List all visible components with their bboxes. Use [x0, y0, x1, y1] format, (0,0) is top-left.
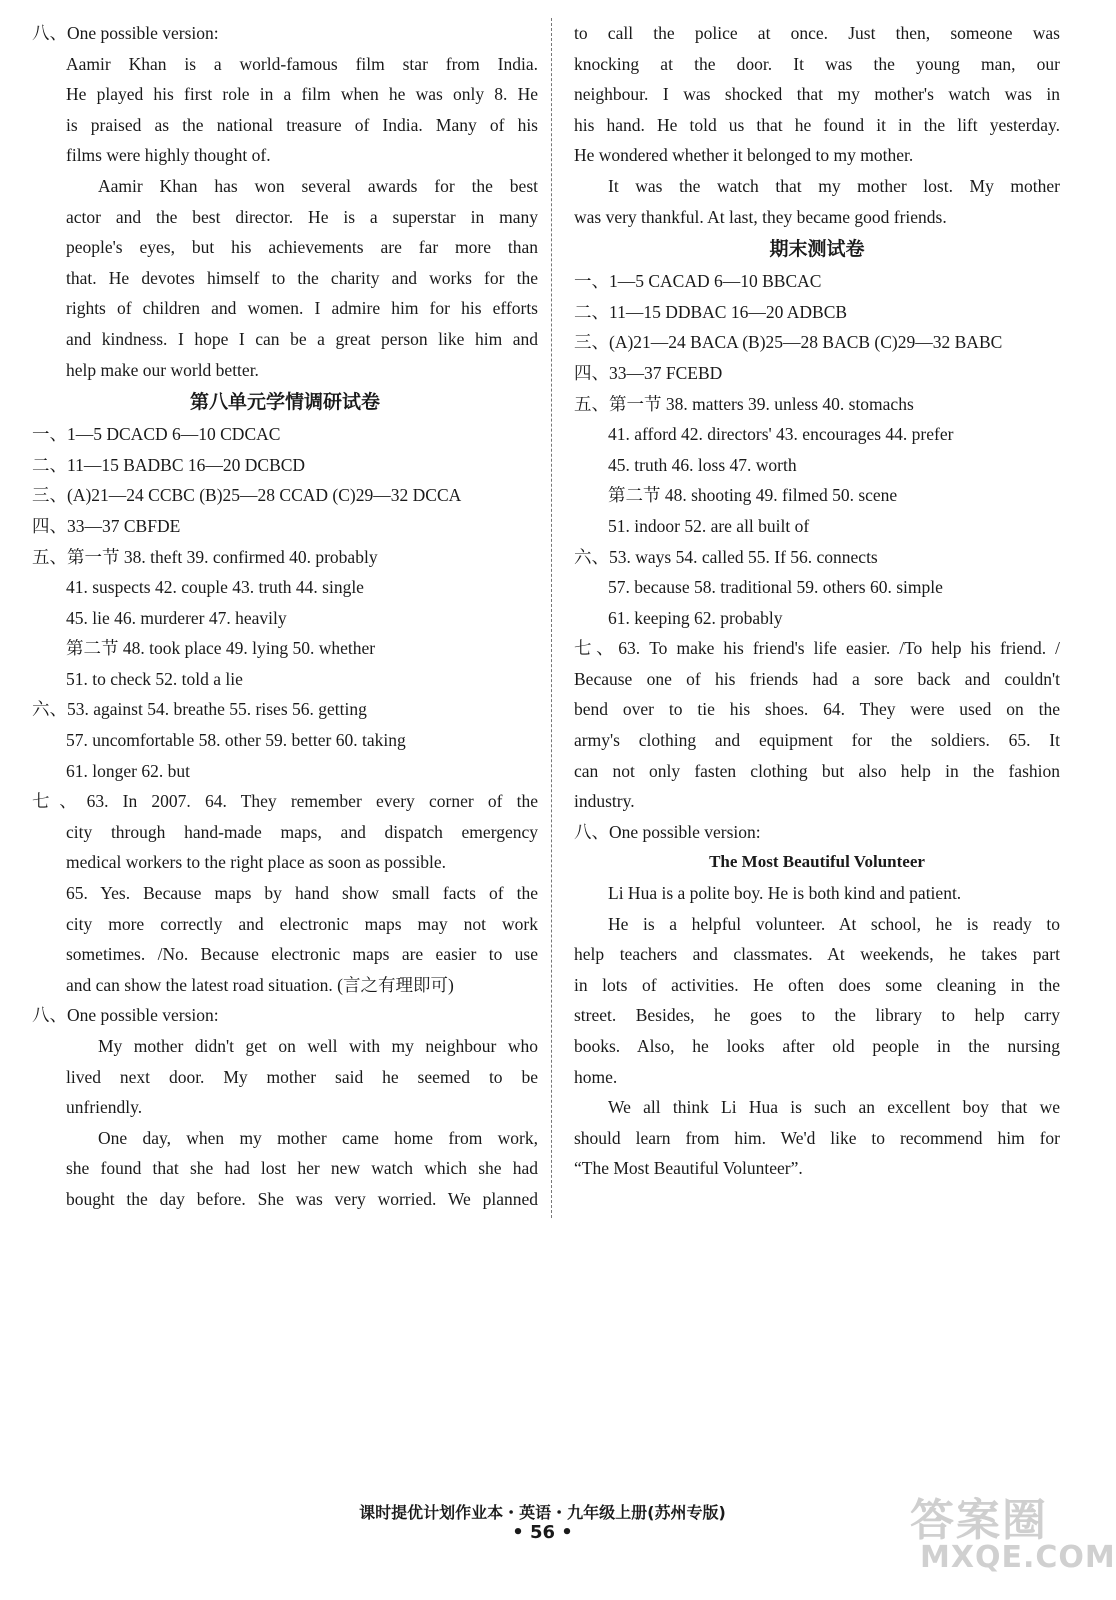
text-line: He is a helpful volunteer. At school, he is ready to: [608, 913, 1060, 934]
text-line: 61. keeping 62. probably: [608, 607, 783, 628]
text-line: 一、1—5 CACAD 6—10 BBCAC: [574, 271, 822, 292]
text-line: 五、第一节 38. matters 39. unless 40. stomachs: [574, 393, 914, 414]
text-line: 一、1—5 DCACD 6—10 CDCAC: [32, 424, 281, 445]
text-line: 45. truth 46. loss 47. worth: [608, 454, 797, 475]
text-line: 61. longer 62. but: [66, 760, 190, 781]
section-title: 第八单元学情调研试卷: [189, 391, 380, 414]
text-line: home.: [574, 1066, 618, 1087]
text-line: to call the police at once. Just then, someone was: [574, 23, 1060, 43]
text-line: 六、53. against 54. breathe 55. rises 56. getting: [32, 699, 367, 720]
text-line: films were highly thought of.: [66, 145, 271, 166]
text-line: He wondered whether it belonged to my mother.: [574, 145, 914, 166]
text-line: help teachers and classmates. At weekends, he takes part: [574, 944, 1060, 965]
text-line: army's clothing and equipment for the soldiers. 65. It: [574, 730, 1060, 751]
right-column: [574, 18, 1060, 1184]
text-line: 四、33—37 CBFDE: [32, 515, 181, 536]
text-line: Aamir Khan is a world-famous film star from India.: [66, 53, 538, 74]
text-line: 三、(A)21—24 CCBC (B)25—28 CCAD (C)29—32 DCCA: [32, 485, 462, 506]
text-line: neighbour. I was shocked that my mother's watch was in: [574, 84, 1060, 105]
text-line: 七、63. In 2007. 64. They remember every corner of the: [32, 791, 538, 812]
text-line: people's eyes, but his achievements are far more than: [66, 237, 538, 258]
text-line: 51. indoor 52. are all built of: [608, 515, 810, 536]
text-line: 65. Yes. Because maps by hand show small facts of the: [66, 883, 538, 904]
text-line: 41. suspects 42. couple 43. truth 44. single: [66, 577, 364, 598]
text-line: lived next door. My mother said he seemed to be: [66, 1066, 538, 1087]
text-line: “The Most Beautiful Volunteer”.: [574, 1158, 803, 1179]
text-line: and kindness. I hope I can be a great person like him and: [66, 328, 538, 349]
text-line: 57. because 58. traditional 59. others 60. simple: [608, 577, 943, 598]
text-line: 41. afford 42. directors' 43. encourages 44. prefer: [608, 424, 954, 445]
text-line: street. Besides, he goes to the library to help carry: [574, 1005, 1060, 1026]
text-line: knocking at the door. It was the young man, our: [574, 53, 1060, 74]
text-line: his hand. He told us that he found it in the lift yesterday.: [574, 114, 1060, 135]
text-line: rights of children and women. I admire him for his efforts: [66, 298, 538, 319]
text-line: 七、63. To make his friend's life easier. /To help his friend. /: [574, 638, 1060, 659]
text-line: We all think Li Hua is such an excellent boy that we: [608, 1097, 1060, 1118]
text-line: was very thankful. At last, they became good friends.: [574, 206, 947, 227]
text-line: should learn from him. We'd like to recommend him for: [574, 1127, 1060, 1148]
text-line: actor and the best director. He is a superstar in many: [66, 206, 538, 227]
text-line: One day, when my mother came home from work,: [98, 1127, 538, 1148]
text-line: city more correctly and electronic maps may not work: [66, 913, 538, 934]
watermark-text: 答案圈: [910, 1495, 1048, 1546]
text-line: in lots of activities. He often does some cleaning in the: [574, 974, 1060, 995]
text-line: 57. uncomfortable 58. other 59. better 60. taking: [66, 730, 406, 751]
text-line: is praised as the national treasure of India. Many of his: [66, 114, 538, 135]
text-line: that. He devotes himself to the charity and works for the: [66, 267, 538, 288]
essay-title: The Most Beautiful Volunteer: [709, 852, 925, 872]
text-line: 第二节 48. shooting 49. filmed 50. scene: [608, 485, 898, 506]
text-line: 51. to check 52. told a lie: [66, 668, 243, 689]
text-line: It was the watch that my mother lost. My mother: [608, 175, 1060, 196]
text-line: industry.: [574, 791, 635, 812]
text-line: 45. lie 46. murderer 47. heavily: [66, 607, 287, 628]
text-line: books. Also, he looks after old people in the nursing: [574, 1036, 1060, 1056]
text-line: My mother didn't get on well with my neighbour who: [98, 1036, 538, 1056]
text-line: 八、One possible version:: [32, 1005, 219, 1026]
text-line: 第二节 48. took place 49. lying 50. whether: [66, 638, 376, 659]
section-title: 期末测试卷: [769, 238, 865, 261]
book-title: 课时提优计划作业本・英语・九年级上册(苏州专版): [359, 1503, 726, 1522]
watermark-url: MXQE.COM: [920, 1540, 1116, 1575]
text-line: 八、One possible version:: [32, 23, 219, 43]
text-line: sometimes. /No. Because electronic maps are easier to use: [66, 944, 538, 965]
text-line: and can show the latest road situation. (言之有理即可): [66, 974, 454, 995]
text-line: bend over to tie his shoes. 64. They were used on the: [574, 699, 1060, 720]
text-line: 八、One possible version:: [574, 821, 761, 842]
text-line: 四、33—37 FCEBD: [574, 362, 723, 383]
page-number: • 56 •: [512, 1522, 573, 1543]
text-line: she found that she had lost her new watch which she had: [66, 1158, 538, 1179]
text-line: 六、53. ways 54. called 55. If 56. connects: [574, 546, 878, 567]
text-line: can not only fasten clothing but also help in the fashion: [574, 760, 1060, 781]
text-line: 五、第一节 38. theft 39. confirmed 40. probably: [32, 546, 378, 567]
text-line: Li Hua is a polite boy. He is both kind and patient.: [608, 883, 962, 904]
text-line: bought the day before. She was very worried. We planned: [66, 1188, 538, 1209]
text-line: city through hand-made maps, and dispatch emergency: [66, 821, 538, 842]
text-line: help make our world better.: [66, 359, 259, 380]
text-line: 三、(A)21—24 BACA (B)25—28 BACB (C)29—32 BABC: [574, 332, 1003, 353]
column-divider: [551, 18, 552, 1218]
text-line: Because one of his friends had a sore back and couldn't: [574, 668, 1060, 689]
text-line: medical workers to the right place as soon as possible.: [66, 852, 447, 873]
text-line: He played his first role in a film when he was only 8. He: [66, 84, 538, 105]
watermark-logo: [900, 1482, 1116, 1592]
text-line: unfriendly.: [66, 1097, 143, 1118]
left-column: [32, 18, 538, 1215]
text-line: 二、11—15 BADBC 16—20 DCBCD: [32, 454, 306, 475]
text-line: 二、11—15 DDBAC 16—20 ADBCB: [574, 301, 848, 322]
text-line: Aamir Khan has won several awards for the best: [98, 175, 538, 196]
